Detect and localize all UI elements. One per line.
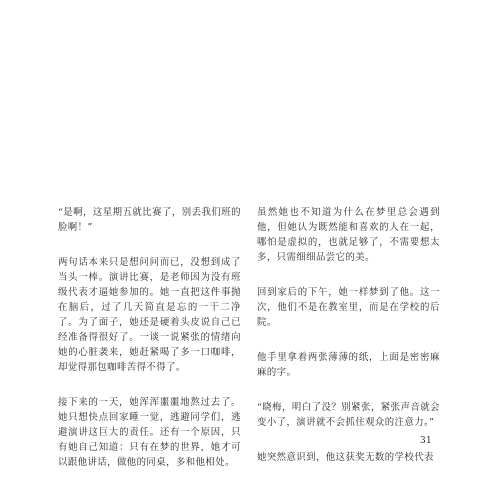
right-column	[257, 205, 440, 480]
page-number: 31	[419, 436, 432, 446]
left-column	[58, 205, 241, 480]
paragraph: 两句话本来只是想问问而已，没想到成了当头一棒。演讲比赛，是老师因为没有班级代表才逼她参加的。她一直把这件事抛在脑后，过了几天简直是忘的一干二净了。为了面子，她还是硬着头皮说自己已经准备得很好了。一谈一说紧张的情绪向她的心脏袭来，她赶紧喝了多一口咖啡，却觉得那包咖啡苦得不得了。	[58, 257, 241, 373]
paragraph: “晓梅，明白了没？别紧张，紧张声音就会变小了，演讲就不会抓住观众的注意力。”	[257, 402, 440, 428]
paragraph: “是啊，这星期五就比赛了，别丢我们班的脸啊！”	[58, 207, 241, 233]
paragraph: 接下来的一天，她浑浑噩噩地熬过去了。她只想快点回家睡一觉，逃避同学们，逃避演讲这巨大的责任。还有一个原因，只有她自己知道：只有在梦的世界，她才可以跟他讲话，做他的同桌，多和他相处。	[58, 397, 241, 468]
paragraph: 回到家后的下午，她一样梦到了他。这一次，他们不是在教室里，而是在学校的后院。	[257, 287, 440, 328]
paragraph: 他手里拿着两张薄薄的纸，上面是密密麻麻的字。	[257, 352, 440, 378]
paragraph: 虽然她也不知道为什么在梦里总会遇到他，但她认为既然能和喜欢的人在一起，哪怕是虚拟的，也就足够了，不需要想太多，只需细细品尝它的美。	[257, 207, 440, 263]
paragraph: 她突然意识到，他这获奖无数的学校代表	[257, 452, 434, 463]
